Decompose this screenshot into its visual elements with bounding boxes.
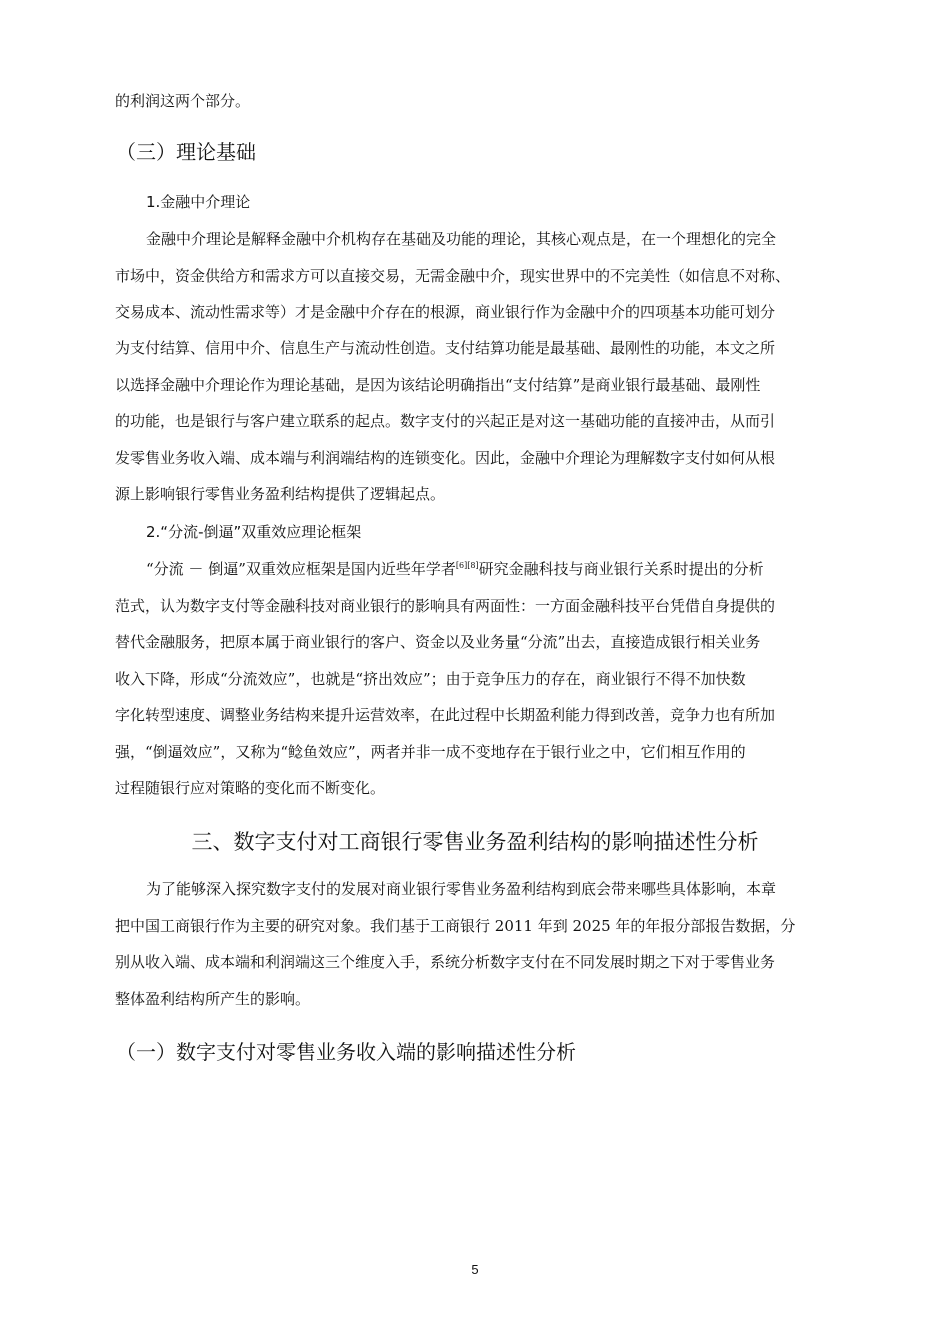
paragraph-line: 市场中，资金供给方和需求方可以直接交易，无需金融中介，现实世界中的不完美性（如信息不对称、 — [115, 267, 791, 285]
paragraph-line: 字化转型速度、调整业务结构来提升运营效率，在此过程中长期盈利能力得到改善，竞争力也有所加 — [115, 706, 776, 724]
paragraph-line: 金融中介理论是解释金融中介机构存在基础及功能的理论，其核心观点是，在一个理想化的完全 — [146, 230, 777, 248]
citation-reference[interactable]: [6][8] — [455, 561, 479, 570]
paragraph-line: 交易成本、流动性需求等）才是金融中介存在的根源，商业银行作为金融中介的四项基本功能可划分 — [115, 303, 776, 321]
subsection-heading-dual-effect: 2.“分流-倒逼”双重效应理论框架 — [146, 523, 362, 541]
paragraph-line: 强，“倒逼效应”，又称为“鲶鱼效应”，两者并非一成不变地存在于银行业之中，它们相互作用的 — [115, 743, 746, 761]
paragraph-text: 研究金融科技与商业银行关系时提出的分析 — [478, 560, 764, 578]
page-number: 5 — [471, 1262, 479, 1277]
paragraph-line: 的功能，也是银行与客户建立联系的起点。数字支付的兴起正是对这一基础功能的直接冲击，从而引 — [115, 412, 776, 430]
paragraph-line: 以选择金融中介理论作为理论基础，是因为该结论明确指出“支付结算”是商业银行最基础、最刚性 — [115, 376, 761, 394]
paragraph-line: 范式，认为数字支付等金融科技对商业银行的影响具有两面性：一方面金融科技平台凭借自身提供的 — [115, 597, 776, 615]
chapter-heading: 三、数字支付对工商银行零售业务盈利结构的影响描述性分析 — [191, 830, 759, 854]
paragraph-line: 发零售业务收入端、成本端与利润端结构的连锁变化。因此，金融中介理论为理解数字支付如何从根 — [115, 449, 776, 467]
paragraph-line: 源上影响银行零售业务盈利结构提供了逻辑起点。 — [115, 485, 446, 503]
paragraph-text: “分流 － 倒逼”双重效应框架是国内近些年学者 — [146, 560, 456, 578]
paragraph-continuation: 的利润这两个部分。 — [115, 92, 251, 110]
subsection-heading-financial-intermediation: 1.金融中介理论 — [146, 193, 251, 211]
section-heading-income-side: （一）数字支付对零售业务收入端的影响描述性分析 — [116, 1040, 576, 1064]
paragraph-line: 整体盈利结构所产生的影响。 — [115, 990, 311, 1008]
paragraph-line: 把中国工商银行作为主要的研究对象。我们基于工商银行 2011 年到 2025 年的年报分部报告数据，分 — [115, 917, 796, 935]
paragraph-line: 收入下降，形成“分流效应”，也就是“挤出效应”；由于竞争压力的存在，商业银行不得不加快数 — [115, 670, 746, 688]
paragraph-line — [146, 559, 764, 579]
section-heading-theory-basis: （三）理论基础 — [116, 140, 256, 164]
paragraph-line: 替代金融服务，把原本属于商业银行的客户、资金以及业务量“分流”出去，直接造成银行相关业务 — [115, 633, 761, 651]
paragraph-line: 为支付结算、信用中介、信息生产与流动性创造。支付结算功能是最基础、最刚性的功能，本文之所 — [115, 339, 776, 357]
paragraph-line: 为了能够深入探究数字支付的发展对商业银行零售业务盈利结构到底会带来哪些具体影响，本章 — [146, 880, 777, 898]
paragraph-line: 过程随银行应对策略的变化而不断变化。 — [115, 779, 386, 797]
paragraph-line: 别从收入端、成本端和利润端这三个维度入手，系统分析数字支付在不同发展时期之下对于零售业务 — [115, 953, 776, 971]
